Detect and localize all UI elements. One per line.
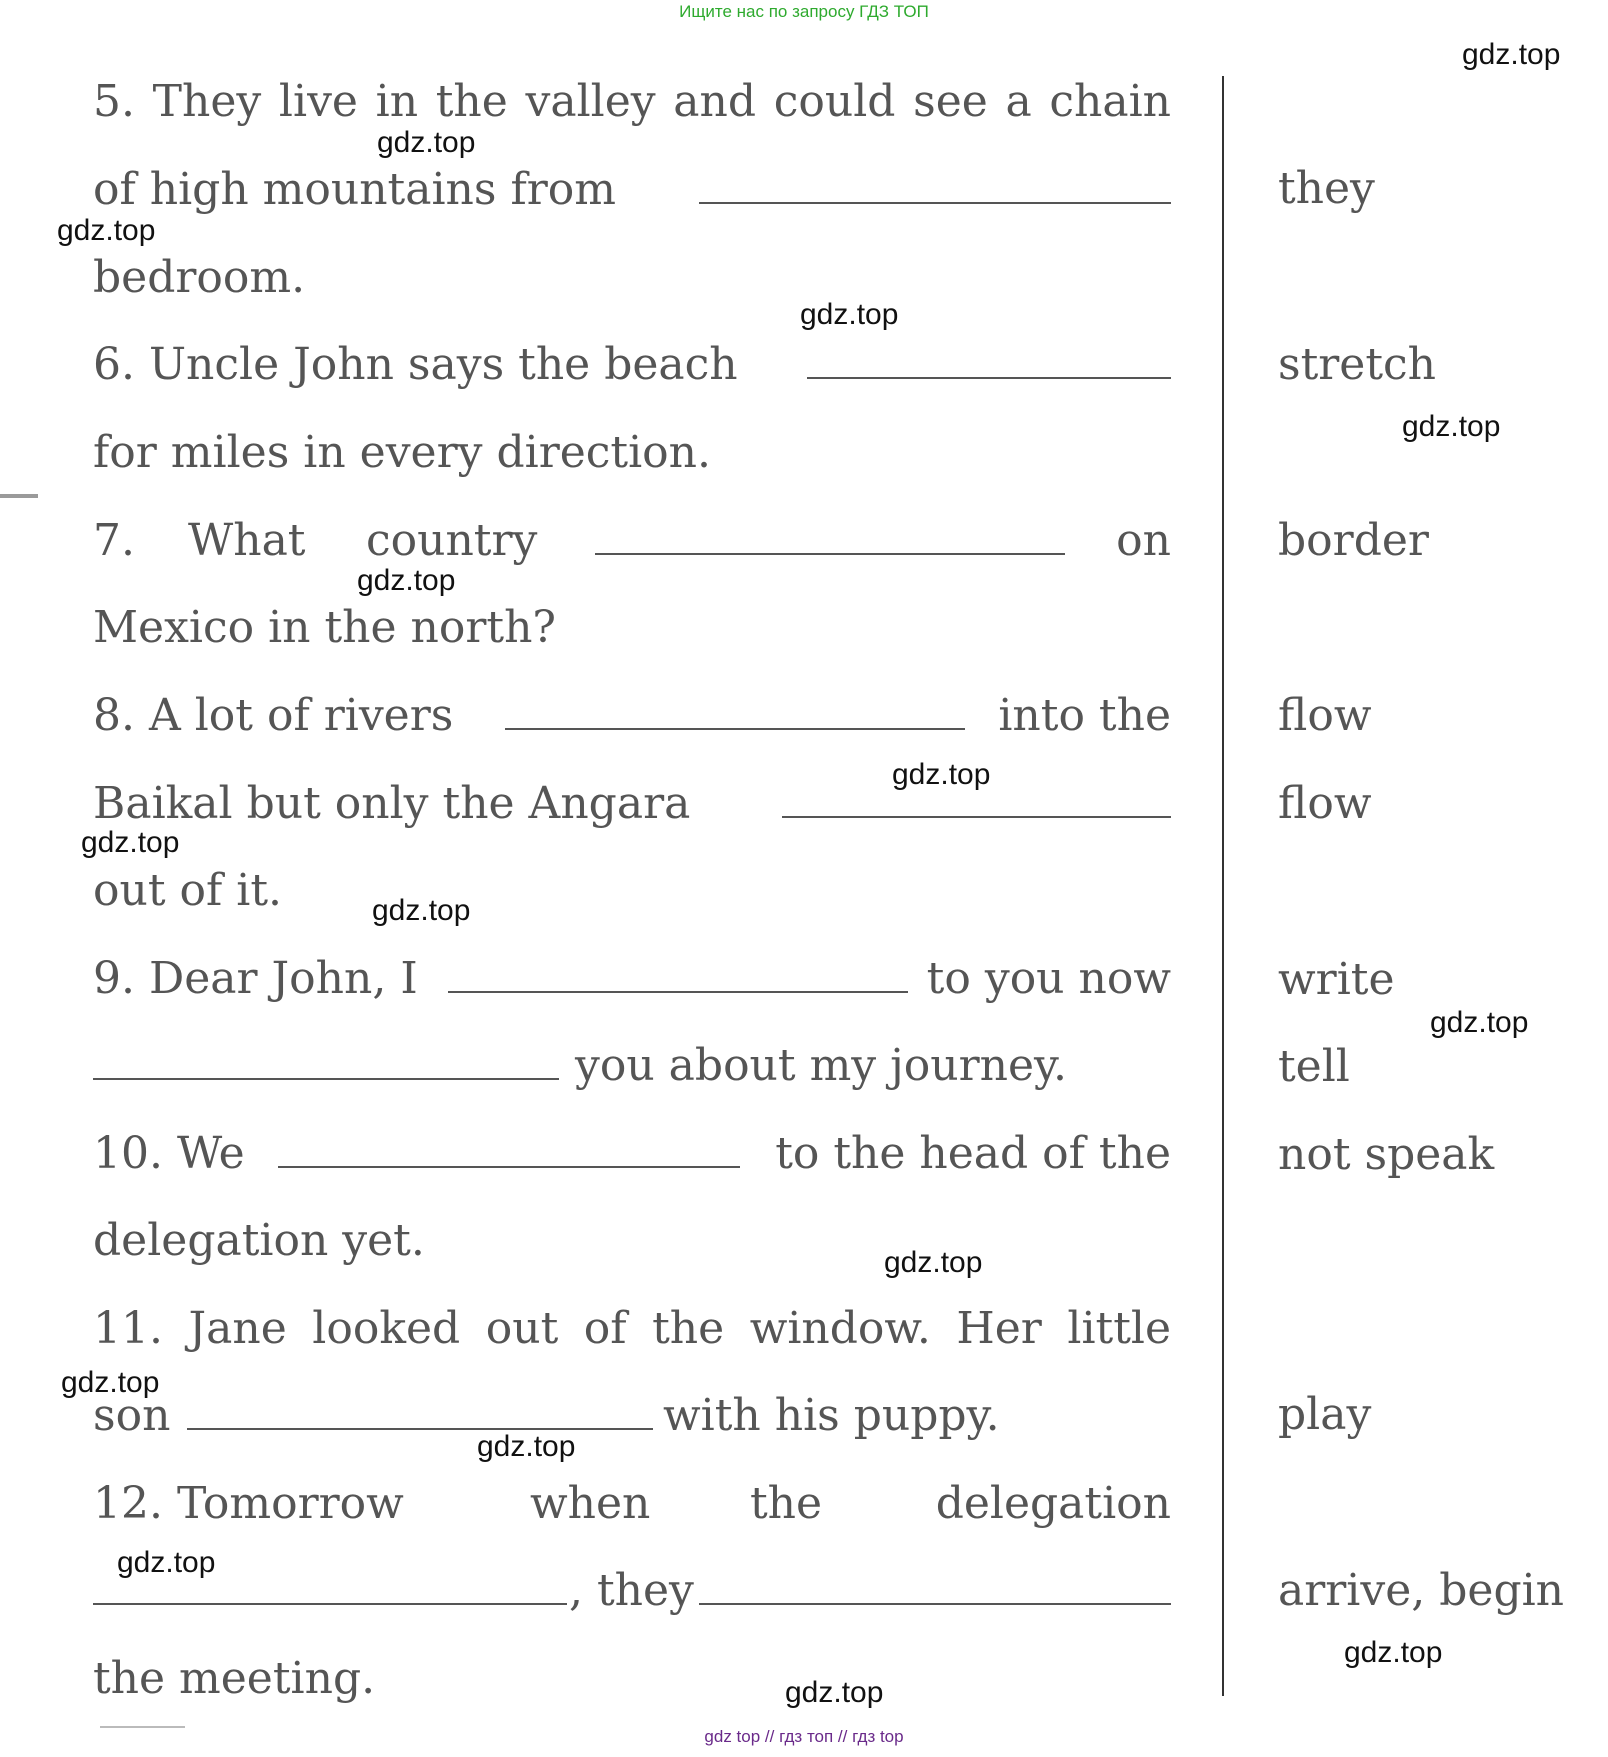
s10-text1a: 10. We <box>93 1128 245 1179</box>
s7-line1 <box>93 515 1171 566</box>
s7-word1: 7. <box>93 515 135 566</box>
s8-line3 <box>93 865 282 916</box>
s6-hint: stretch <box>1278 339 1436 390</box>
s11-text1: 11. Jane looked out of the window. Her little <box>93 1303 1171 1354</box>
s8-text3: out of it. <box>93 865 282 916</box>
watermark: gdz.top <box>785 1676 884 1709</box>
s7-word3: country <box>366 515 538 566</box>
s5-blank[interactable] <box>699 168 1171 204</box>
watermark: gdz.top <box>57 214 156 247</box>
watermark: gdz.top <box>1430 1006 1529 1039</box>
s11-blank[interactable] <box>187 1394 653 1430</box>
s12-hint: arrive, begin <box>1278 1565 1565 1616</box>
s5-line3 <box>93 252 306 303</box>
watermark: gdz.top <box>1462 38 1561 71</box>
footer-links[interactable]: gdz top // гдз топ // гдз top <box>704 1727 904 1746</box>
s10-text2: delegation yet. <box>93 1215 425 1266</box>
s5-text2: of high mountains from <box>93 164 616 215</box>
watermark: gdz.top <box>61 1366 160 1399</box>
watermark: gdz.top <box>81 826 180 859</box>
s12-text3: the meeting. <box>93 1653 376 1704</box>
s9-blank2[interactable] <box>93 1044 559 1080</box>
watermark: gdz.top <box>477 1430 576 1463</box>
column-divider <box>1222 76 1224 1696</box>
s8-blank1[interactable] <box>505 694 965 730</box>
s8-text1a: 8. A lot of rivers <box>93 690 454 741</box>
s12-word4: delegation <box>935 1478 1171 1529</box>
watermark: gdz.top <box>800 298 899 331</box>
s11-line2 <box>93 1390 1171 1441</box>
watermark: gdz.top <box>117 1546 216 1579</box>
s9-line2 <box>93 1040 1171 1091</box>
s9-line1 <box>93 953 1171 1004</box>
s10-text1b: to the head of the <box>775 1128 1171 1179</box>
s11-text2b: with his puppy. <box>663 1390 1000 1441</box>
s6-text1: 6. Uncle John says the beach <box>93 339 738 390</box>
s12-word1: 12. Tomorrow <box>93 1478 404 1529</box>
s12-text2b: , they <box>569 1565 694 1616</box>
s5-line1 <box>93 76 1171 127</box>
watermark: gdz.top <box>892 758 991 791</box>
s5-text3: bedroom. <box>93 252 306 303</box>
s6-text2: for miles in every direction. <box>93 427 711 478</box>
s8-line2 <box>93 778 1171 829</box>
s7-word2: What <box>188 515 306 566</box>
s12-line3 <box>93 1653 376 1704</box>
s8-hint2: flow <box>1278 778 1372 829</box>
s11-hint: play <box>1278 1389 1372 1440</box>
s10-line2 <box>93 1215 425 1266</box>
margin-mark <box>0 494 38 498</box>
s6-line2 <box>93 427 711 478</box>
s7-text2: Mexico in the north? <box>93 602 557 653</box>
s12-word2: when <box>530 1478 651 1529</box>
s10-line1 <box>93 1128 1171 1179</box>
s9-text1b: to you now <box>926 953 1171 1004</box>
s6-line1 <box>93 339 1171 390</box>
s12-word3: the <box>750 1478 823 1529</box>
watermark: gdz.top <box>1402 410 1501 443</box>
s7-line2 <box>93 602 557 653</box>
s10-hint: not speak <box>1278 1129 1495 1180</box>
s12-line1 <box>93 1478 1171 1529</box>
s8-text2a: Baikal but only the Angara <box>93 778 691 829</box>
s12-line2 <box>93 1565 1171 1616</box>
s8-hint1: flow <box>1278 690 1372 741</box>
s9-hint2: tell <box>1278 1041 1350 1092</box>
s5-line2 <box>93 164 1171 215</box>
s7-hint: border <box>1278 515 1429 566</box>
s7-word4: on <box>1116 515 1171 566</box>
s7-blank[interactable] <box>595 519 1065 555</box>
s9-hint1: write <box>1278 954 1395 1005</box>
s9-blank1[interactable] <box>448 957 908 993</box>
search-hint-link[interactable]: Ищите нас по запросу ГДЗ ТОП <box>679 2 929 21</box>
s10-blank[interactable] <box>278 1132 740 1168</box>
s12-blank2[interactable] <box>699 1569 1171 1605</box>
s5-text1: 5. They live in the valley and could see a chain <box>93 76 1171 127</box>
watermark: gdz.top <box>884 1246 983 1279</box>
watermark: gdz.top <box>372 894 471 927</box>
s8-text1b: into the <box>998 690 1171 741</box>
s9-text2b: you about my journey. <box>575 1040 1068 1091</box>
s5-hint: they <box>1278 163 1375 214</box>
watermark: gdz.top <box>1344 1636 1443 1669</box>
watermark: gdz.top <box>357 564 456 597</box>
s11-text2a: son <box>93 1390 171 1441</box>
watermark: gdz.top <box>377 126 476 159</box>
s6-blank[interactable] <box>807 343 1171 379</box>
s9-text1a: 9. Dear John, I <box>93 953 418 1004</box>
s11-line1 <box>93 1303 1171 1354</box>
s8-line1 <box>93 690 1171 741</box>
